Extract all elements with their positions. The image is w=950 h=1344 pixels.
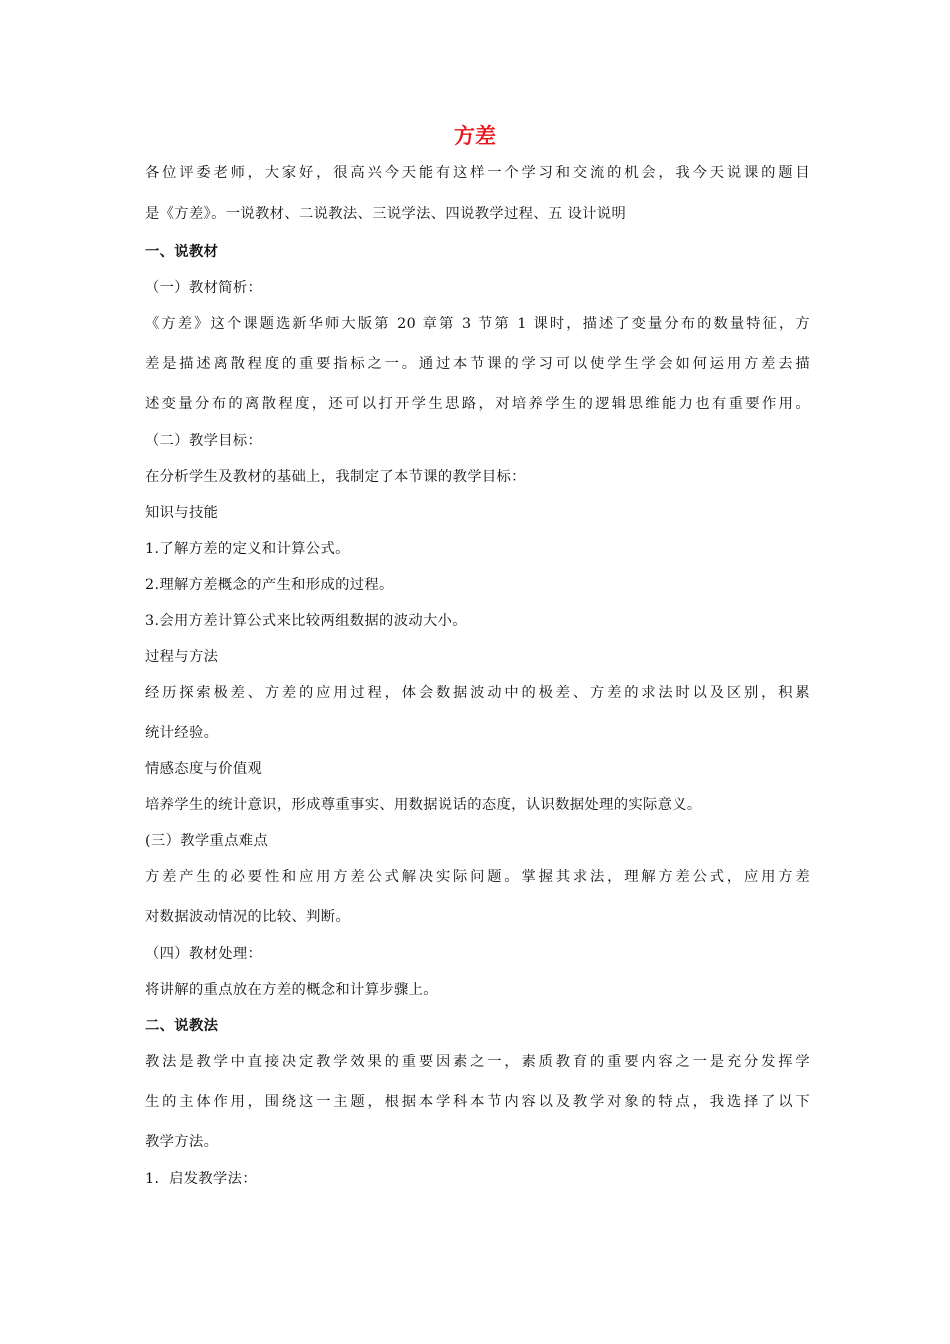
paragraph-line: 各位评委老师，大家好，很高兴今天能有这样一个学习和交流的机会，我今天说课的题目 — [145, 165, 810, 181]
document-title: 方差 — [454, 124, 496, 148]
paragraph-line: 述变量分布的离散程度，还可以打开学生思路，对培养学生的逻辑思维能力也有重要作用。 — [145, 396, 810, 412]
paragraph-line: 《方差》这个课题选新华师大版第 20 章第 3 节第 1 课时，描述了变量分布的数量特征，方 — [145, 316, 810, 332]
list-item: 1.了解方差的定义和计算公式。 — [145, 541, 350, 557]
section-heading: 二、说教法 — [145, 1018, 219, 1034]
paragraph-line: 在分析学生及教材的基础上，我制定了本节课的教学目标： — [145, 469, 526, 485]
paragraph-line: 教学方法。 — [145, 1134, 219, 1150]
list-heading: 过程与方法 — [145, 649, 219, 665]
paragraph-line: 将讲解的重点放在方差的概念和计算步骤上。 — [145, 982, 438, 998]
paragraph-line: 方差产生的必要性和应用方差公式解决实际问题。掌握其求法，理解方差公式，应用方差 — [145, 869, 810, 885]
subsection-heading: （二）教学目标： — [145, 433, 263, 449]
paragraph-line: 差是描述离散程度的重要指标之一。通过本节课的学习可以使学生学会如何运用方差去描 — [145, 356, 810, 372]
list-item: 2.理解方差概念的产生和形成的过程。 — [145, 577, 394, 593]
paragraph-line: 培养学生的统计意识，形成尊重事实、用数据说话的态度，认识数据处理的实际意义。 — [145, 797, 702, 813]
list-heading: 情感态度与价值观 — [145, 761, 263, 777]
paragraph-line: 经历探索极差、方差的应用过程，体会数据波动中的极差、方差的求法时以及区别，积累 — [145, 685, 810, 701]
list-heading: 知识与技能 — [145, 505, 219, 521]
list-item: 1．启发教学法： — [145, 1171, 257, 1187]
subsection-heading: （一）教材简析： — [145, 280, 263, 296]
list-item: 3.会用方差计算公式来比较两组数据的波动大小。 — [145, 613, 467, 629]
paragraph-line: 教法是教学中直接决定教学效果的重要因素之一，素质教育的重要内容之一是充分发挥学 — [145, 1054, 810, 1070]
paragraph-line: 对数据波动情况的比较、判断。 — [145, 909, 351, 925]
paragraph-line: 生的主体作用，围绕这一主题，根据本学科本节内容以及教学对象的特点，我选择了以下 — [145, 1094, 810, 1110]
section-heading: 一、说教材 — [145, 244, 219, 260]
paragraph-line: 统计经验。 — [145, 725, 219, 741]
subsection-heading: （四）教材处理： — [145, 946, 263, 962]
subsection-heading: (三）教学重点难点 — [145, 833, 269, 849]
paragraph-line: 是《方差》。一说教材、二说教法、三说学法、四说教学过程、五 设计说明 — [145, 206, 627, 222]
